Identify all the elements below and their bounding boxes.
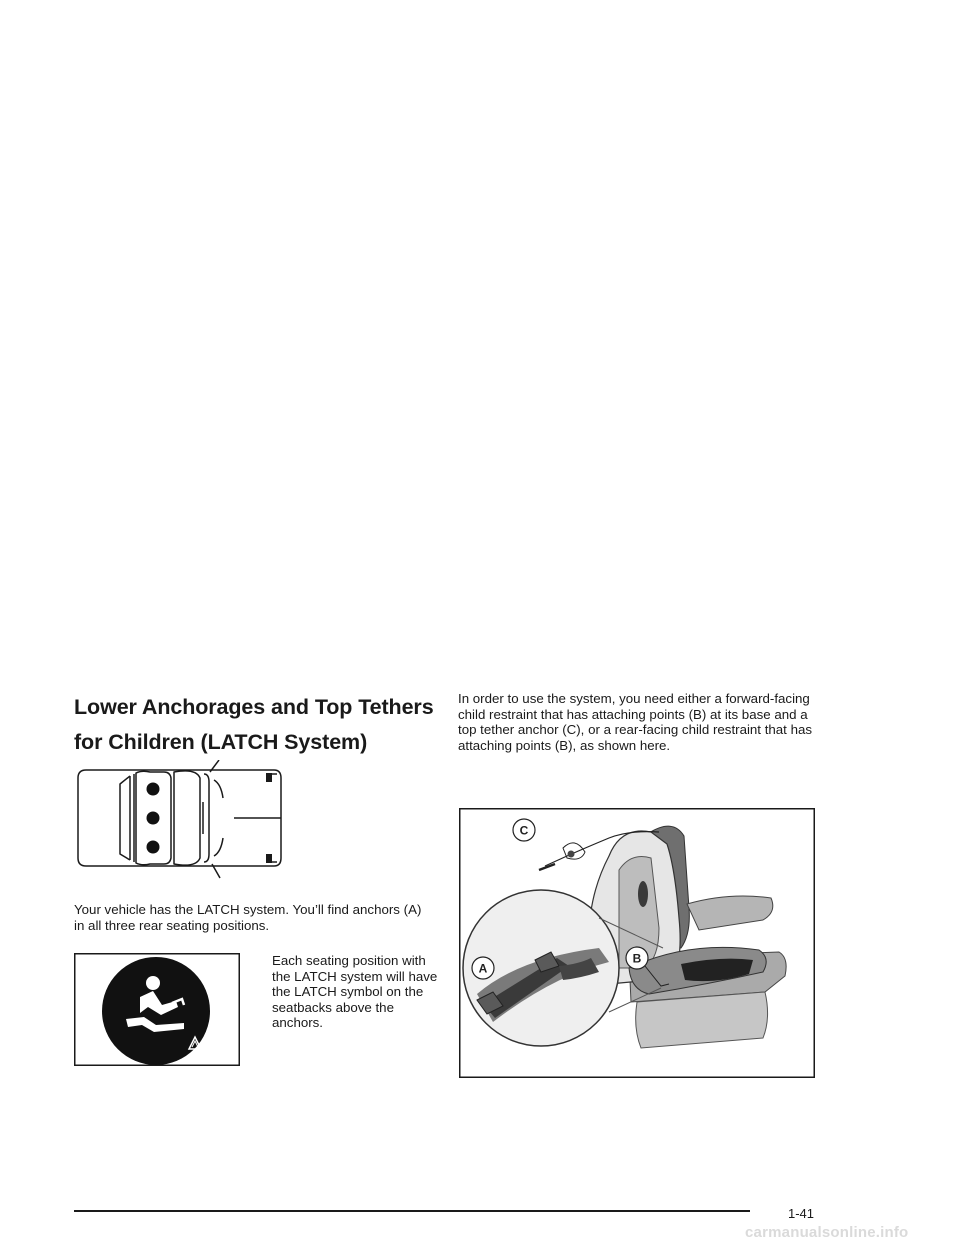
- label-c: C: [519, 823, 529, 838]
- symbol-location-paragraph: Each seating position with the LATCH system will have the LATCH symbol on the seatbacks above the anchors.: [272, 953, 438, 1031]
- label-a: A: [478, 961, 488, 976]
- child-restraint-illustration-icon: [459, 808, 815, 1078]
- vehicle-top-view-diagram-icon: [74, 760, 286, 885]
- latch-symbol-icon: [74, 953, 240, 1066]
- section-heading: [74, 690, 444, 760]
- section-heading-line1: Lower Anchorages and Top Tethers: [74, 695, 434, 719]
- footer-rule: [74, 1210, 750, 1212]
- page-number: 1-41: [788, 1206, 815, 1221]
- label-b: B: [632, 951, 642, 966]
- section-heading-line2: for Children (LATCH System): [74, 730, 368, 754]
- latch-availability-paragraph: Your vehicle has the LATCH system. You’ll find anchors (A) in all three rear seating positions.: [74, 902, 422, 933]
- system-usage-paragraph: In order to use the system, you need either a forward-facing child restraint that has attaching points (B) at its base and a top tether anchor (C), or a rear-facing child restraint that has attaching points (B), as shown here.: [458, 691, 813, 753]
- watermark: carmanualsonline.info: [745, 1224, 909, 1241]
